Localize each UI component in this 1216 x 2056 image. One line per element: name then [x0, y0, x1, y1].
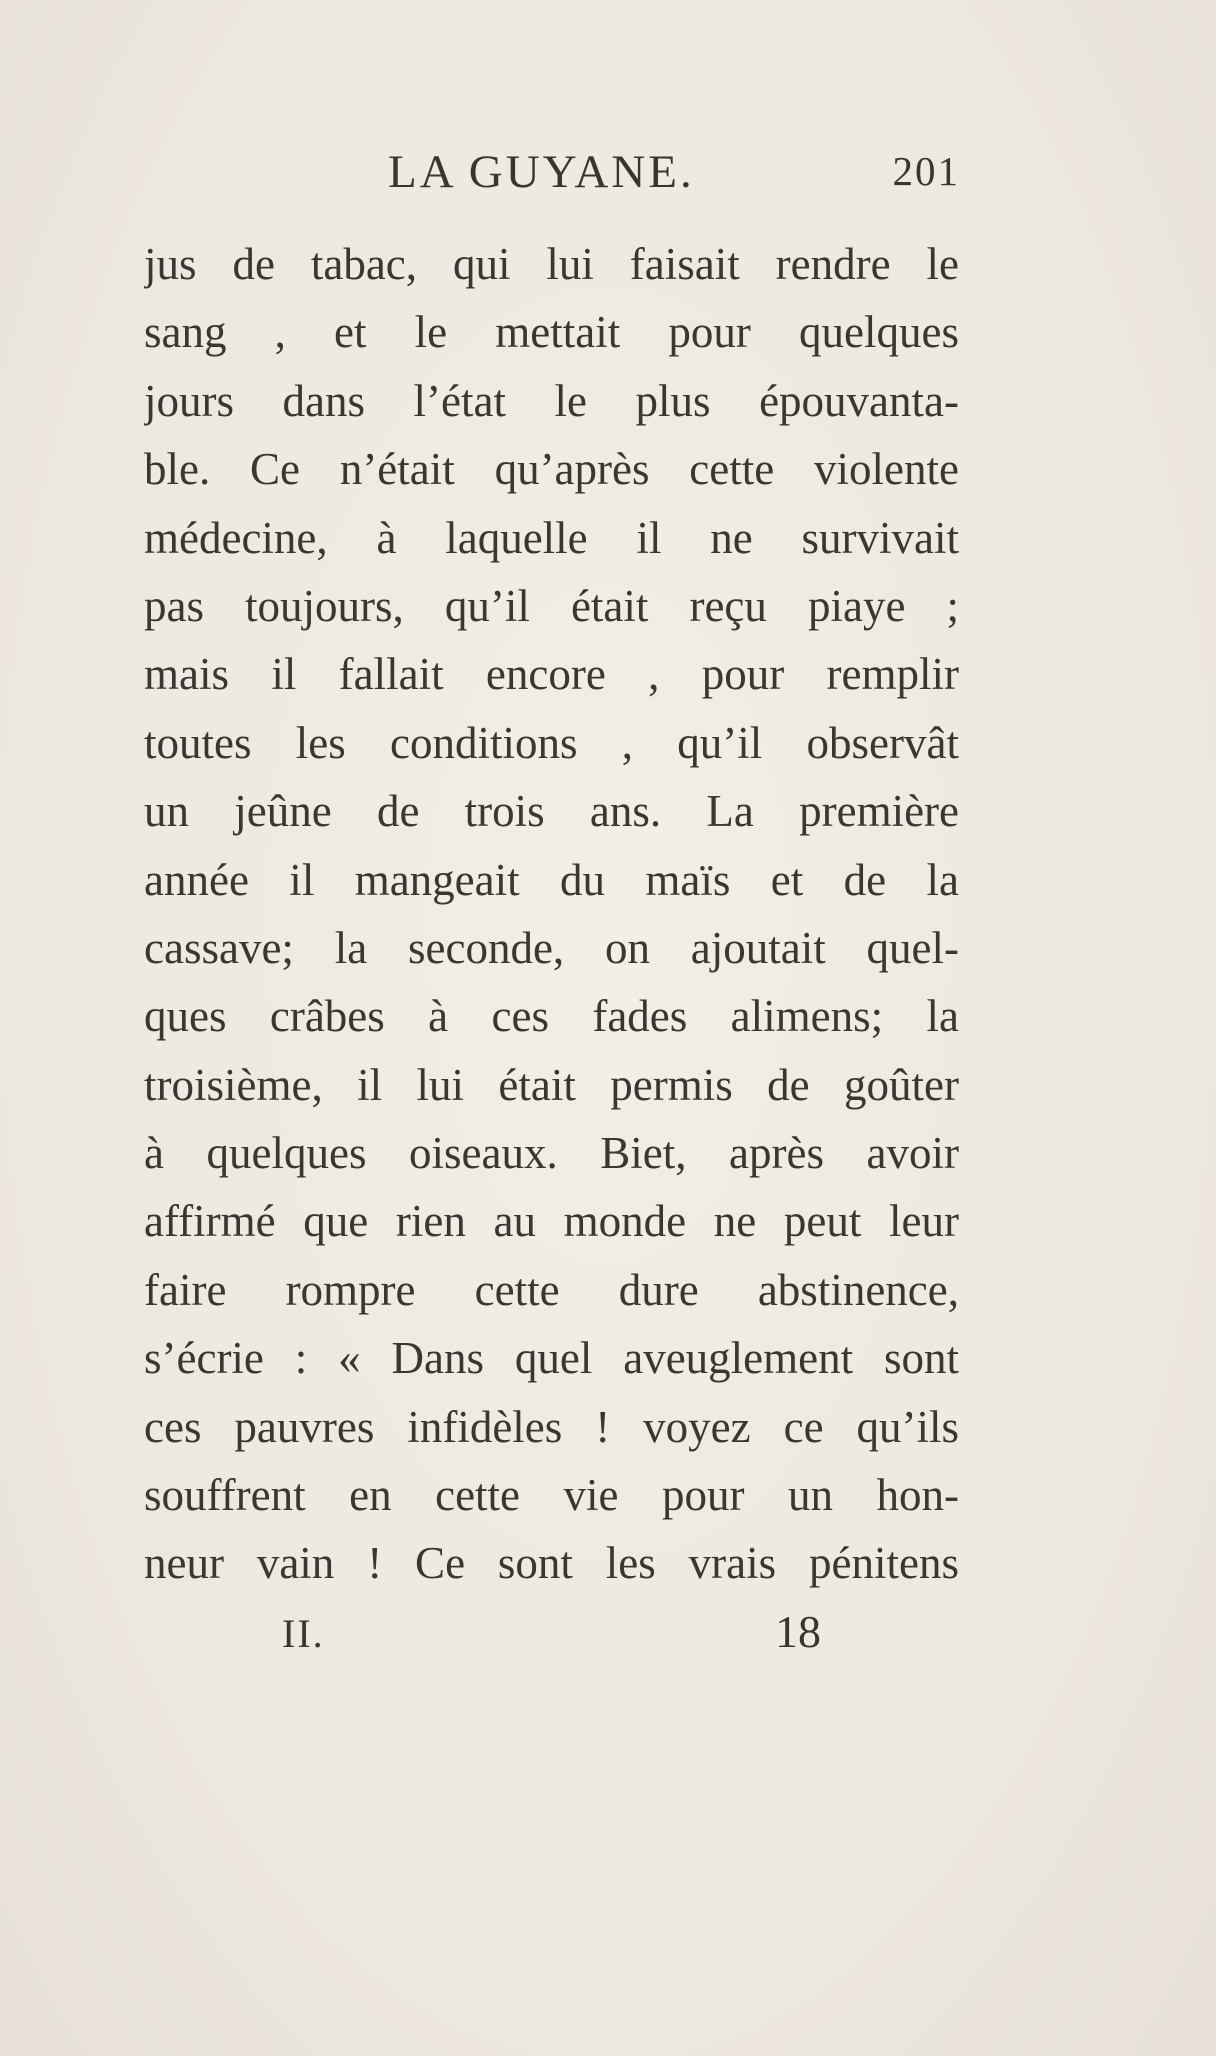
text-line: troisième, il lui était permis de goûter — [144, 1059, 959, 1110]
volume-mark: II. — [282, 1611, 325, 1656]
text-line: année il mangeait du maïs et de la — [144, 854, 959, 905]
text-line: neur vain ! Ce sont les vrais pénitens — [144, 1538, 959, 1589]
text-line: s’écrie : « Dans quel aveuglement sont — [144, 1333, 959, 1384]
text-line: jus de tabac, qui lui faisait rendre le — [144, 239, 959, 289]
text-line: à quelques oiseaux. Biet, après avoir — [144, 1128, 959, 1179]
text-line: un jeûne de trois ans. La première — [144, 786, 959, 837]
text-line: ble. Ce n’était qu’après cette violente — [144, 444, 959, 495]
running-head — [140, 145, 960, 205]
text-line: souffrent en cette vie pour un hon- — [144, 1470, 959, 1521]
page-number: 201 — [892, 148, 960, 194]
text-line: affirmé que rien au monde ne peut leur — [144, 1196, 959, 1247]
text-line: ques crâbes à ces fades alimens; la — [144, 991, 959, 1042]
text-line: sang , et le mettait pour quelques — [144, 307, 959, 358]
body-text — [144, 230, 959, 1598]
signature-mark: 18 — [775, 1606, 821, 1657]
text-line: toutes les conditions , qu’il observât — [144, 717, 959, 768]
text-line: mais il fallait encore , pour remplir — [144, 649, 959, 700]
text-line: ces pauvres infidèles ! voyez ce qu’ils — [144, 1401, 959, 1452]
text-line: faire rompre cette dure abstinence, — [144, 1264, 959, 1315]
text-line: médecine, à laquelle il ne survivait — [144, 512, 959, 563]
running-title: LA GUYANE. — [388, 146, 695, 198]
text-line: pas toujours, qu’il était reçu piaye ; — [144, 580, 959, 631]
text-line: cassave; la seconde, on ajoutait quel- — [144, 922, 959, 973]
text-line: jours dans l’état le plus épouvanta- — [144, 375, 959, 426]
